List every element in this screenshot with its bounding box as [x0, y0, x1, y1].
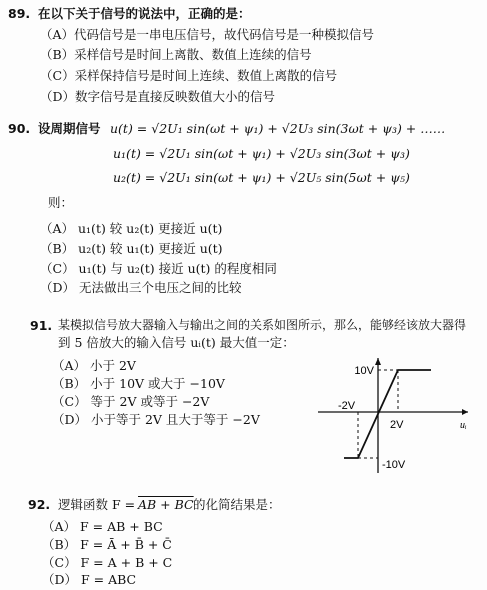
label-neg-10v: -10V	[382, 459, 406, 471]
q92-stem-prefix: 逻辑函数 F =	[58, 497, 136, 512]
q92-option-a: （A） F = AB + BC	[42, 519, 163, 534]
amplifier-transfer-graph	[318, 358, 478, 473]
q91-option-d: （D） 小于等于 2V 且大于等于 −2V	[52, 412, 260, 427]
q92-stem-expression: AB + BC	[138, 497, 194, 512]
label-neg-2v: -2V	[338, 400, 356, 412]
q92-number: 92.	[28, 497, 51, 512]
q90-option-d: （D） 无法做出三个电压之间的比较	[40, 280, 242, 295]
q91-option-c: （C） 等于 2V 或等于 −2V	[52, 394, 210, 409]
q89-option-b: （B）采样信号是时间上离散、数值上连续的信号	[40, 47, 312, 62]
q90-option-a: （A） u₁(t) 较 u₂(t) 更接近 u(t)	[40, 221, 223, 236]
transfer-curve	[344, 370, 431, 458]
y-axis-arrow	[375, 358, 381, 365]
q89-number: 89.	[8, 6, 31, 21]
q92-option-c: （C） F = A + B + C	[42, 555, 173, 570]
x-axis-arrow	[462, 409, 468, 415]
q92-stem-suffix: 的化简结果是：	[193, 497, 281, 512]
q90-option-b: （B） u₂(t) 较 u₁(t) 更接近 u(t)	[40, 241, 223, 256]
q89-option-c: （C）采样保持信号是时间上连续、数值上离散的信号	[40, 68, 338, 83]
label-2v: 2V	[390, 419, 404, 431]
q89-stem: 在以下关于信号的说法中，正确的是：	[38, 6, 251, 21]
q92-option-d: （D） F = ABC	[42, 572, 137, 587]
q91-option-b: （B） 小于 10V 或大于 −10V	[52, 376, 225, 391]
q90-number: 90.	[8, 121, 31, 136]
q90-equation-u1: u₁(t) = √2U₁ sin(ωt + ψ₁) + √2U₃ sin(3ωt + ψ₃)	[113, 146, 410, 161]
q91-stem-line1: 某模拟信号放大器输入与输出之间的关系如图所示，那么，能够经该放大器得	[58, 318, 467, 332]
q90-equation-u2: u₂(t) = √2U₁ sin(ωt + ψ₁) + √2U₅ sin(5ωt + ψ₅)	[113, 170, 410, 185]
q91-stem-line2: 到 5 倍放大的输入信号 uᵢ(t) 最大值一定：	[58, 335, 295, 350]
q90-stem-prefix: 设周期信号	[38, 121, 101, 136]
q90-then: 则：	[48, 195, 74, 210]
q90-equation-u: u(t) = √2U₁ sin(ωt + ψ₁) + √2U₃ sin(3ωt + ψ₃) + ……	[110, 121, 446, 136]
q90-option-c: （C） u₁(t) 与 u₂(t) 接近 u(t) 的程度相同	[40, 261, 277, 276]
q91-option-a: （A） 小于 2V	[52, 358, 136, 373]
q91-number: 91.	[30, 318, 53, 333]
label-10v: 10V	[354, 365, 374, 377]
label-ui-axis: uᵢ	[460, 420, 467, 431]
q92-option-b: （B） F = Ā + B̄ + C̄	[42, 537, 172, 552]
q89-option-d: （D）数字信号是直接反映数值大小的信号	[40, 89, 276, 104]
q89-option-a: （A）代码信号是一串电压信号，故代码信号是一种模拟信号	[40, 27, 375, 42]
